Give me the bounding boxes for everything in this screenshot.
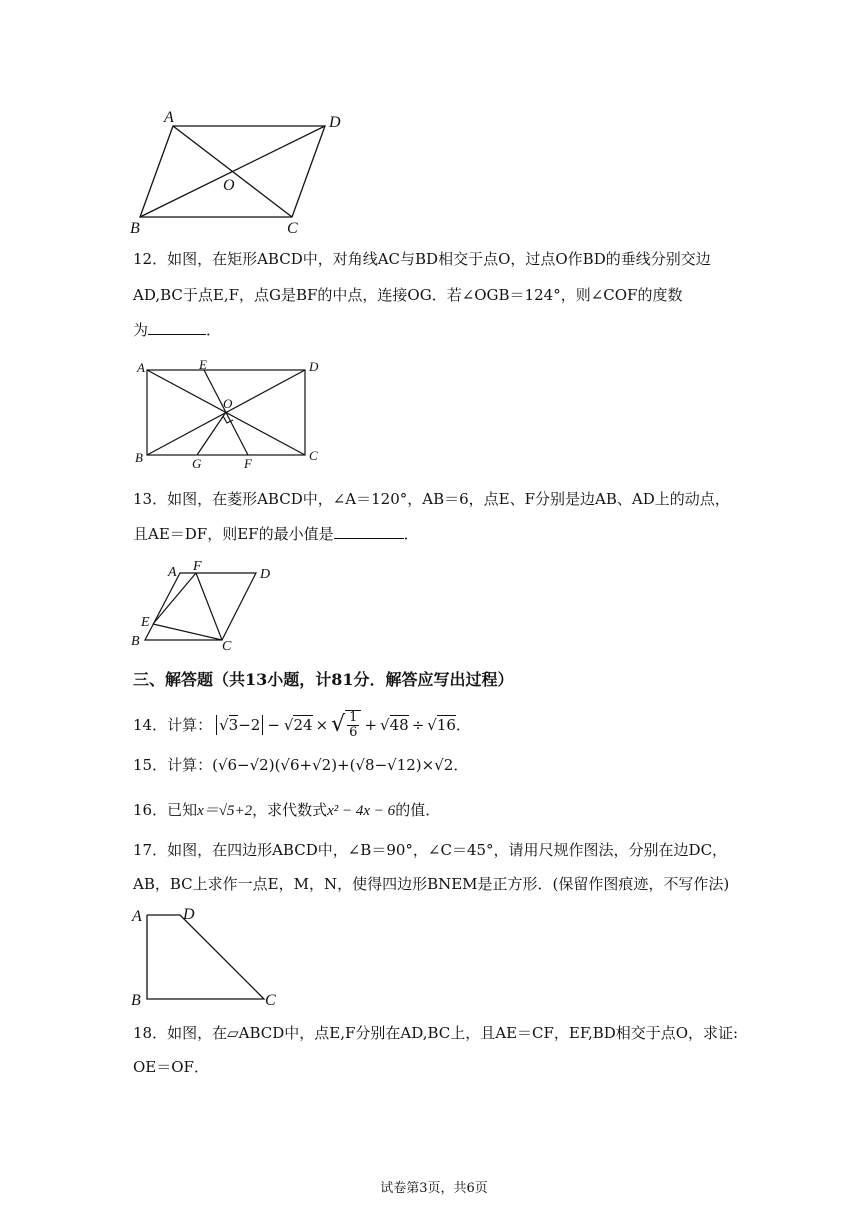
rectangle-diagram bbox=[0, 0, 868, 480]
q12-line3-suffix: ． bbox=[206, 321, 222, 339]
q16-end: 的值． bbox=[395, 801, 441, 819]
quad-label-a: A bbox=[132, 908, 142, 925]
page-footer: 试卷第3页，共6页 bbox=[380, 1181, 488, 1196]
q15-end: ． bbox=[453, 756, 469, 774]
rect-label-g: G bbox=[192, 456, 202, 471]
rectangle-outline bbox=[147, 370, 305, 455]
rh-label-f: F bbox=[193, 559, 202, 574]
q12-line3 bbox=[133, 321, 221, 338]
rect-label-d: D bbox=[309, 359, 319, 374]
rect-label-o: O bbox=[223, 396, 233, 411]
q15-line bbox=[133, 758, 468, 773]
rect-label-f: F bbox=[244, 456, 252, 471]
q14-sqrt24: √24 bbox=[283, 715, 313, 734]
segment-ef bbox=[204, 370, 248, 455]
segment-og bbox=[197, 412, 226, 455]
section3-title: 三、解答题（共13小题，计81分．解答应写出过程） bbox=[133, 670, 514, 689]
q13-line2-suffix: ． bbox=[403, 525, 419, 543]
q16-mid: ，求代数式 bbox=[252, 801, 328, 819]
q15-prefix: 15．计算： bbox=[133, 756, 213, 774]
rh-label-a: A bbox=[168, 565, 177, 580]
rhombus-outline bbox=[145, 573, 256, 640]
q13-answer-blank bbox=[334, 525, 404, 539]
q14-radicand-16: 16 bbox=[436, 715, 456, 734]
rh-label-d: D bbox=[260, 567, 271, 582]
segment-fe bbox=[153, 573, 196, 624]
segment-fc bbox=[196, 573, 222, 640]
q14-radicand-24: 24 bbox=[293, 715, 313, 734]
diagonal-bd bbox=[147, 370, 305, 455]
q14-sqrt3: √3 bbox=[219, 715, 239, 734]
q14-abs-open bbox=[216, 715, 217, 735]
q15-expression: (√6−√2)(√6+√2)+(√8−√12)×√2 bbox=[212, 756, 454, 774]
q14-minus2: −2 bbox=[238, 715, 261, 734]
rect-label-c: C bbox=[309, 448, 318, 463]
q14-sqrt-frac: √ $\frac{1}{6}$ bbox=[331, 710, 361, 740]
q14-prefix: 14．计算： bbox=[133, 715, 213, 734]
q12-line1: 12．如图，在矩形ABCD中，对角线AC与BD相交于点O，过点O作BD的垂线分别交边 bbox=[133, 250, 711, 268]
q13-line2 bbox=[133, 525, 419, 542]
parallelogram-outline bbox=[140, 126, 325, 217]
label-o: O bbox=[223, 177, 235, 194]
q17-line2: AB，BC上求作一点E，M，N，使得四边形BNEM是正方形．(保留作图痕迹，不写作法) bbox=[133, 875, 730, 893]
q16-polynomial: x² − 4x − 6 bbox=[327, 803, 396, 819]
right-angle-mark bbox=[223, 416, 233, 423]
rh-label-e: E bbox=[141, 615, 150, 630]
quadrilateral-outline bbox=[147, 915, 264, 999]
label-d: D bbox=[329, 114, 341, 131]
q14-abs-close bbox=[262, 715, 263, 735]
q14-frac-num: 1 bbox=[349, 710, 358, 725]
q14-line bbox=[133, 710, 471, 740]
q12-answer-blank bbox=[148, 321, 206, 335]
rect-label-b: B bbox=[135, 450, 143, 465]
label-b: B bbox=[130, 220, 140, 237]
q14-sqrt48: √48 bbox=[380, 715, 409, 734]
q14-radicand-48: 48 bbox=[389, 715, 409, 734]
rect-label-a: A bbox=[137, 360, 145, 375]
q14-times: × bbox=[315, 715, 329, 734]
q18-line1: 18．如图，在▱ABCD中，点E,F分别在AD,BC上，且AE＝CF，EF,BD相交于点O，求证: bbox=[133, 1024, 739, 1042]
rect-label-e: E bbox=[199, 357, 207, 372]
figure-parallelogram bbox=[0, 0, 868, 240]
rh-label-b: B bbox=[131, 634, 140, 649]
q17-line1: 17．如图，在四边形ABCD中，∠B＝90°，∠C＝45°，请用尺规作图法，分别在边DC， bbox=[133, 841, 728, 859]
quad-label-c: C bbox=[265, 992, 276, 1009]
q14-sqrt16: √16 bbox=[427, 715, 456, 734]
q13-line2-prefix: 且AE＝DF，则EF的最小值是 bbox=[133, 525, 334, 543]
q14-minus: − bbox=[267, 715, 280, 734]
quad-label-b: B bbox=[131, 992, 141, 1009]
q14-end: ． bbox=[455, 715, 471, 734]
label-c: C bbox=[287, 220, 298, 237]
diagonal-ac bbox=[173, 126, 292, 217]
q16-prefix: 16．已知 bbox=[133, 801, 198, 819]
parallelogram-diagram bbox=[0, 0, 868, 240]
diagonal-ac bbox=[147, 370, 305, 455]
q14-div: ÷ bbox=[411, 715, 425, 734]
q16-line bbox=[133, 803, 440, 819]
q14-plus: + bbox=[364, 715, 378, 734]
q14-radicand-3: 3 bbox=[228, 715, 239, 734]
q18-line2: OE＝OF． bbox=[133, 1058, 209, 1076]
label-a: A bbox=[164, 109, 174, 126]
q14-frac-den: 6 bbox=[349, 725, 358, 740]
q13-line1: 13．如图，在菱形ABCD中，∠A＝120°，AB＝6，点E、F分别是边AB、AD上的动点， bbox=[133, 490, 730, 508]
q12-line3-prefix: 为 bbox=[133, 321, 149, 339]
q14-fraction bbox=[345, 710, 361, 740]
quad-label-d: D bbox=[183, 906, 195, 923]
diagonal-bd bbox=[140, 126, 325, 217]
segment-ec bbox=[153, 624, 222, 640]
q16-given: x＝√5+2 bbox=[197, 803, 253, 819]
rh-label-c: C bbox=[222, 639, 232, 654]
figure-rectangle bbox=[0, 0, 868, 480]
q12-line2: AD,BC于点E,F，点G是BF的中点，连接OG．若∠OGB＝124°，则∠COF的度数 bbox=[133, 286, 683, 304]
